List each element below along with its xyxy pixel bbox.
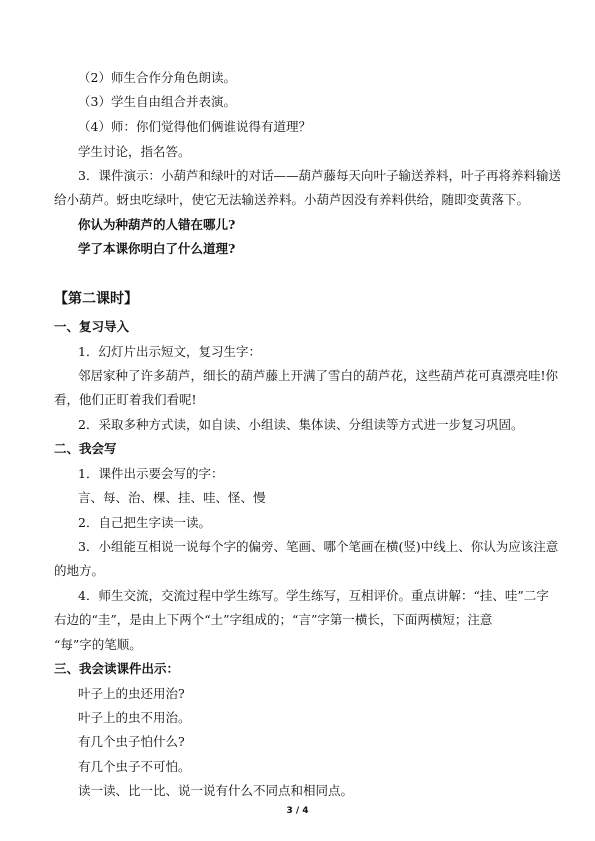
text-line: 4．师生交流，交流过程中学生练写。学生练写，互相评价。重点讲解：“挂、哇”二字 bbox=[78, 588, 549, 603]
text-line: 有几个虫子不可怕。 bbox=[78, 759, 191, 774]
text-line: 邻居家种了许多葫芦，细长的葫芦藤上开满了雪白的葫芦花，这些葫芦花可真漂亮哇!你 bbox=[78, 368, 559, 383]
text-line: （4）师：你们觉得他们俩谁说得有道理？ bbox=[78, 119, 311, 134]
text-line: 1．课件出示要会写的字： bbox=[78, 466, 224, 481]
text-line: 3．课件演示：小葫芦和绿叶的对话——葫芦藤每天向叶子输送养料，叶子再将养料输送 bbox=[78, 168, 561, 183]
text-line: 3．小组能互相说一说每个字的偏旁、笔画、哪个笔画在横(竖)中线上、你认为应该注意 bbox=[78, 539, 559, 554]
page-number: 3 / 4 bbox=[286, 806, 309, 816]
section-heading-review: 一、复习导入 bbox=[54, 319, 130, 334]
question-line: 学了本课你明白了什么道理? bbox=[78, 241, 236, 256]
section-heading-read: 三、我会读课件出示： bbox=[54, 661, 180, 676]
text-line: 的地方。 bbox=[54, 563, 105, 578]
text-line: 有几个虫子怕什么? bbox=[78, 734, 185, 749]
text-line: 右边的“圭”，是由上下两个“土”字组成的；“言”字第一横长，下面两横短；注意 bbox=[54, 612, 493, 627]
text-line: 叶子上的虫不用治。 bbox=[78, 710, 191, 725]
text-line: （2）师生合作分角色朗读。 bbox=[78, 70, 236, 85]
text-line: 叶子上的虫还用治? bbox=[78, 686, 185, 701]
text-line: 2．采取多种方式读，如自读、小组读、集体读、分组读等方式进一步复习巩固。 bbox=[78, 417, 524, 432]
lesson-title: 【第二课时】 bbox=[54, 291, 138, 307]
text-line: （3）学生自由组合并表演。 bbox=[78, 94, 236, 109]
text-line: “每”字的笔顺。 bbox=[54, 637, 142, 652]
text-line: 看，他们正盯着我们看呢! bbox=[54, 392, 197, 407]
text-line: 给小葫芦。蚜虫吃绿叶，使它无法输送养料。小葫芦因没有养料供给，随即变黄落下。 bbox=[54, 192, 530, 207]
text-line: 读一读、比一比、说一说有什么不同点和相同点。 bbox=[78, 783, 354, 798]
text-line: 言、每、治、棵、挂、哇、怪、慢 bbox=[78, 490, 266, 505]
text-line: 学生讨论，指名答。 bbox=[78, 144, 191, 159]
text-line: 1．幻灯片出示短文，复习生字： bbox=[78, 344, 261, 359]
section-heading-write: 二、我会写 bbox=[54, 441, 117, 456]
question-line: 你认为种葫芦的人错在哪儿? bbox=[78, 217, 236, 232]
text-line: 2．自己把生字读一读。 bbox=[78, 515, 211, 530]
